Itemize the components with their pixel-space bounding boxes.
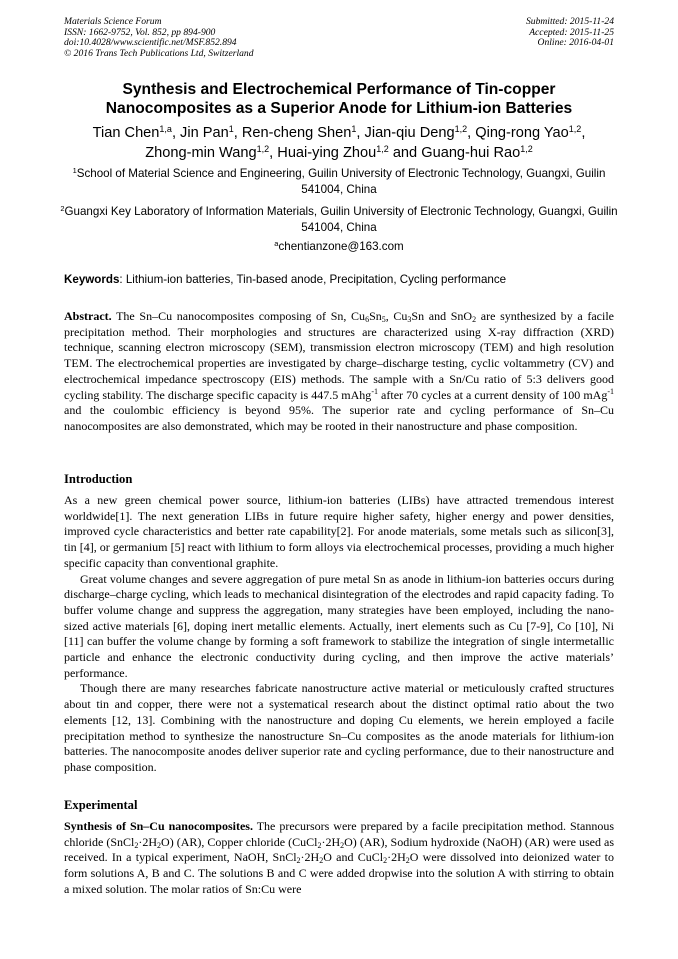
journal-name: Materials Science Forum [64,16,162,27]
author: Guang-hui Rao$^{1,2}$ [421,144,533,161]
online-date: Online: 2016-04-01 [537,37,614,49]
subsection-label: Synthesis of Sn–Cu nanocomposites. [64,819,253,833]
journal-doi: doi:10.4028/www.scientific.net/MSF.852.894 [64,37,237,49]
paragraph: Though there are many researches fabricate nanostructure active material or meticulously crafted structures about tin and copper, there were not a systematical research about the distinct optimal ratio about the two elements [12, 13]. Combining with the nanostructure and doping Cu elements, we herein employed a facile precipitation method to synthesize the nanostructure Sn–Cu composites as the anode materials for lithium-ion batteries. The nanocomposite anodes deliver superior rate and cycling performance, due to their nanostructure and phase composition. [64,681,614,774]
author: Tian Chen$^{1,a}$ [92,124,172,141]
paragraph: As a new green chemical power source, lithium-ion batteries (LIBs) have attracted tremendous interest worldwide[1]. The next generation LIBs in future require higher safety, higher energy and power densities, improved cycle characteristics and better rate capability[2]. For anode materials, some metals such as silicon[3], tin [4], or germanium [5] react with lithium to form alloys via electrochemical processes, providing a much higher specific capacity than conventional graphite. [64,493,614,570]
accepted-date: Accepted: 2015-11-25 [529,26,614,38]
publication-dates [526,17,614,49]
paragraph: Great volume changes and severe aggregation of pure metal Sn as anode in lithium-ion batteries occurs during discharge–charge cycling, which leads to mechanical disintegration of the electrodes and rapid capacity fading. To buffer volume change and suppress the aggregation, many strategies have been employed, including the nano-sized active materials [6], doping inert metallic elements. Actually, inert elements such as Cu [7-9], Co [10], Ni [11] can buffer the volume change by forming a soft framework to stabilize the integration of single intermetallic particle and enhance the electronic conductivity during cycling, and then improve the active materials’ performance. [64,571,614,680]
author: Zhong-min Wang$^{1,2}$ [145,144,270,161]
keywords-label: Keywords [64,273,120,286]
corresponding-email: $^a$chentianzone@163.com [274,239,404,253]
keywords [64,272,624,288]
introduction-body [64,493,614,776]
paper-title [40,80,638,118]
submitted-date: Submitted: 2015-11-24 [525,16,614,27]
affiliation-1: $^1$School of Material Science and Engineering, Guilin University of Electronic Technology, Guangxi, Guilin 541004, China [72,166,606,196]
affiliation-2: $^2$Guangxi Key Laboratory of Information Materials, Guilin University of Electronic Technology, Guangxi, Guilin 541004, China [60,204,618,234]
title-line-1: Synthesis and Electrochemical Performance of Tin-copper [122,81,556,98]
keywords-text: : Lithium-ion batteries, Tin-based anode, Precipitation, Cycling performance [119,273,507,286]
author: Jin Pan$^1$ [180,124,234,141]
abstract: Abstract. The Sn–Cu nanocomposites composing of Sn, $Cu_6Sn_5$, $Cu_3Sn$ and SnO$_2$ are synthesized by a facile precipitation method. Their morphologies and structures are characterized using X-ray diffraction (XRD) technique, scanning electron microscopy (SEM), transmission electron microscopy (TEM) and high resolution TEM. The electrochemical properties are investigated by charge–discharge testing, cyclic voltammetry (CV) and electrochemical impedance spectroscopy (EIS) methods. The sample with a Sn/Cu ratio of 5:3 delivers good cycling stability. The discharge specific capacity is 447.5 mAhg$^{-1}$ after 70 cycles at a current density of 100 mAg$^{-1}$ and the coulombic efficiency is beyond 95%. The superior rate and cycling performance of Sn–Cu nanocomposites are also demonstrated, which may be rooted in their nanostructure and phase composition. [64,309,614,433]
author-list: Tian Chen$^{1,a}$, Jin Pan$^1$, Ren-cheng Shen$^1$, Jian-qiu Deng$^{1,2}$, Qing-rong Yao$^{1,2}$, Zhong-min Wang$^{1,2}$, Huai-ying Zhou$^{1,2}$ and Guang-hui Rao$^{1,2}$ [92,124,586,161]
abstract-label: Abstract. [64,309,112,323]
title-line-2: Nanocomposites as a Superior Anode for Lithium-ion Batteries [105,100,573,117]
author: Jian-qiu Deng$^{1,2}$ [364,124,468,141]
journal-info [64,17,254,59]
email-link[interactable]: chentianzone@163.com [278,240,404,253]
experimental-body: Synthesis of Sn–Cu nanocomposites. The precursors were prepared by a facile precipitation method. Stannous chloride $(SnCl_2\cdot 2H_2O)$ (AR), Copper chloride $(CuCl_2\cdot 2H_2O)$ (AR), Sodium hydroxide (NaOH) (AR) were used as received. In a typical experiment, NaOH, $SnCl_2\cdot 2H_2O$ and $CuCl_2\cdot 2H_2O$ were dissolved into deionized water to form solutions A, B and C. The solutions B and C were added dropwise into the solution A with stirring to obtain a mixed solution. The molar ratios of Sn:Cu were [64,819,614,896]
author: Ren-cheng Shen$^1$ [241,124,357,141]
author: Qing-rong Yao$^{1,2}$ [475,124,582,141]
journal-copyright: © 2016 Trans Tech Publications Ltd, Switzerland [64,47,254,59]
author: Huai-ying Zhou$^{1,2}$ [277,144,389,161]
journal-issn: ISSN: 1662-9752, Vol. 852, pp 894-900 [64,26,216,38]
section-heading-introduction: Introduction [64,472,133,486]
section-heading-experimental: Experimental [64,798,138,812]
